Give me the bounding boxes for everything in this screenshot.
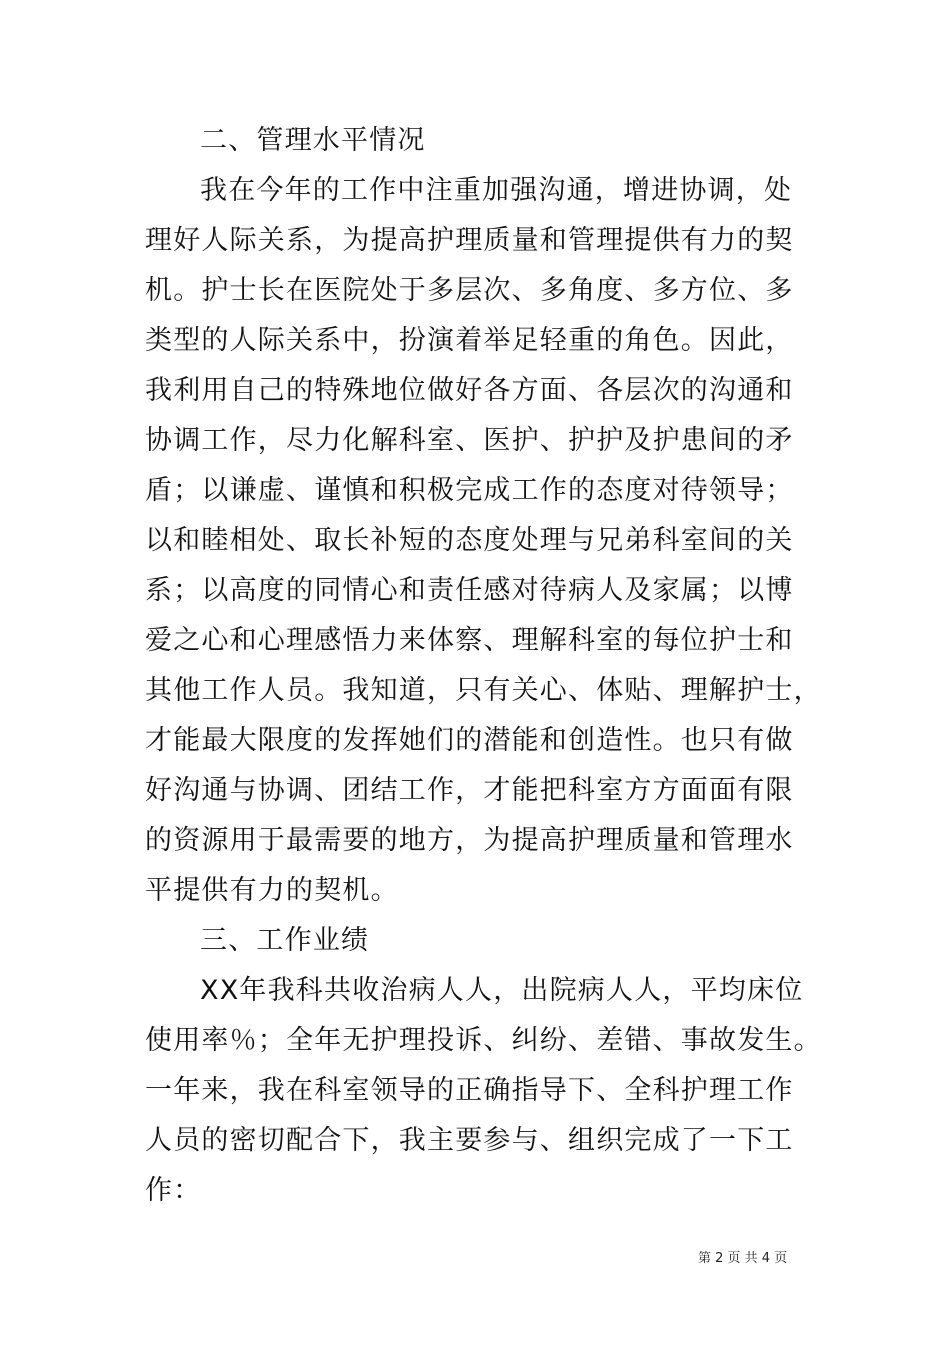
page-number-footer: 第 2 页 共 4 页 [698,1251,788,1266]
paragraph-line: 系；以高度的同情心和责任感对待病人及家属；以博 [145,575,794,606]
paragraph-line: 才能最大限度的发挥她们的潜能和创造性。也只有做 [145,725,794,756]
paragraph-line: 我利用自己的特殊地位做好各方面、各层次的沟通和 [145,375,794,406]
section-heading-achievements: 三、工作业绩 [200,925,370,956]
paragraph-line: 盾；以谦虚、谨慎和积极完成工作的态度对待领导； [145,475,794,506]
paragraph-line: 理好人际关系，为提高护理质量和管理提供有力的契 [145,225,794,256]
paragraph-line: 使用率％；全年无护理投诉、纠纷、差错、事故发生。 [145,1025,822,1056]
paragraph-line: 一年来，我在科室领导的正确指导下、全科护理工作 [145,1075,794,1106]
paragraph-line: 的资源用于最需要的地方，为提高护理质量和管理水 [145,825,794,856]
paragraph-line: 其他工作人员。我知道，只有关心、体贴、理解护士， [145,675,822,706]
paragraph-line: 我在今年的工作中注重加强沟通，增进协调，处 [200,175,793,206]
paragraph-line: 好沟通与协调、团结工作，才能把科室方方面面有限 [145,775,794,806]
paragraph-line: XX年我科共收治病人人，出院病人人，平均床位 [200,975,804,1006]
paragraph-line: 机。护士长在医院处于多层次、多角度、多方位、多 [145,275,794,306]
paragraph-line: 以和睦相处、取长补短的态度处理与兄弟科室间的关 [145,525,794,556]
paragraph-line: 协调工作，尽力化解科室、医护、护护及护患间的矛 [145,425,794,456]
paragraph-line: 类型的人际关系中，扮演着举足轻重的角色。因此， [145,325,794,356]
section-heading-management: 二、管理水平情况 [200,125,426,156]
paragraph-line: 平提供有力的契机。 [145,875,399,906]
paragraph-line: 爱之心和心理感悟力来体察、理解科室的每位护士和 [145,625,794,656]
paragraph-line: 人员的密切配合下，我主要参与、组织完成了一下工 [145,1125,794,1156]
paragraph-line: 作： [145,1175,202,1206]
